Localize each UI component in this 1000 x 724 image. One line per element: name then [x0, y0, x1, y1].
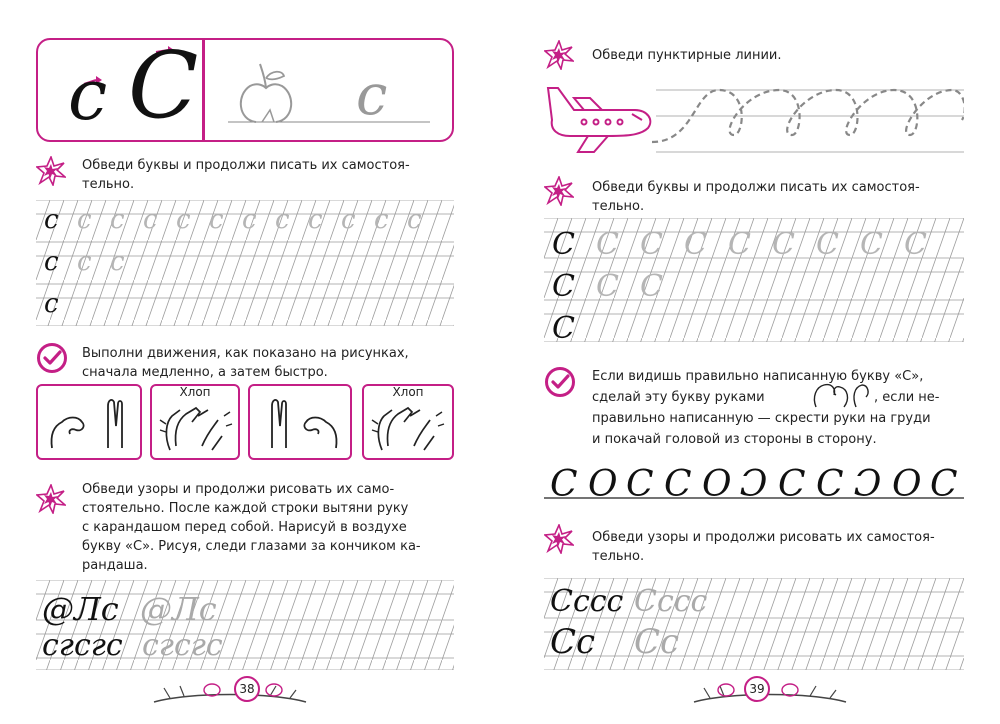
hand-panel-2	[150, 384, 240, 460]
instruction-line: и покачай головой из стороны в сторону.	[592, 432, 877, 447]
right-page	[500, 0, 1000, 724]
instruction-line: Если видишь правильно написанную букву «С»,	[592, 369, 924, 384]
practice-letter: C	[552, 311, 575, 342]
handwriting-practice-lines	[36, 200, 454, 326]
instruction-line: Обведи узоры и продолжи рисовать их само-	[82, 482, 395, 497]
practice-letter-trace: C	[772, 227, 795, 262]
sequence-letter: O	[892, 464, 922, 505]
pattern-row-2: сгсгс	[42, 628, 123, 663]
header-sample-letter: c	[356, 63, 388, 128]
star-icon	[544, 176, 574, 206]
instruction-line	[592, 387, 962, 408]
instruction-line: Обведи пунктирные линии.	[592, 48, 782, 63]
instruction-line: букву «С». Рисуя, следи глазами за кончиком ка-	[82, 539, 421, 554]
instruction-line: правильно написанную — скрести руки на груди	[592, 411, 931, 426]
letter-sequence	[544, 458, 964, 506]
practice-letter-trace: c	[77, 205, 92, 235]
letter-header-box	[36, 32, 454, 142]
sequence-letter: C	[778, 464, 806, 505]
practice-letter-trace: c	[242, 205, 257, 235]
sequence-letter: C	[664, 464, 692, 505]
instruction-line: Обведи буквы и продолжи писать их самостоя-	[592, 180, 920, 195]
practice-letter-trace: C	[596, 227, 619, 262]
star-icon	[544, 524, 574, 554]
instruction-line: стоятельно. После каждой строки вытяни руку	[82, 501, 409, 516]
hand-c-gesture-icon	[38, 386, 140, 458]
check-circle-icon	[544, 366, 576, 398]
practice-letter-trace: c	[143, 205, 158, 235]
practice-letter-trace: C	[860, 227, 883, 262]
clap-label: Хлоп	[179, 385, 211, 399]
instruction-patterns	[592, 528, 962, 566]
branch-birds-decoration	[150, 674, 310, 714]
practice-letter-trace: C	[640, 269, 663, 304]
star-icon	[36, 156, 66, 186]
instruction-hand-letter	[592, 366, 962, 450]
practice-letter-trace: c	[77, 247, 92, 277]
practice-letter-trace: C	[596, 269, 619, 304]
practice-letter: C	[552, 269, 575, 304]
sequence-letter: C	[626, 464, 654, 505]
page-number: 38	[234, 676, 260, 702]
instruction-line: тельно.	[592, 199, 645, 214]
hand-c-gesture-icon	[250, 386, 350, 458]
pattern-row-1-trace: @Лс	[140, 590, 217, 628]
instruction-trace-letters	[82, 156, 454, 194]
instruction-fragment: , если не-	[874, 390, 940, 405]
pattern-row-1: @Лс	[42, 590, 119, 628]
practice-letter-trace: C	[728, 227, 751, 262]
practice-letter-trace: C	[684, 227, 707, 262]
practice-letter-trace: c	[110, 247, 125, 277]
instruction-fragment: сделай эту букву руками	[592, 390, 765, 405]
instruction-line: тельно.	[592, 549, 645, 564]
practice-letter: C	[552, 227, 575, 262]
hand-panel-1	[36, 384, 142, 460]
clap-label: Хлоп	[392, 385, 424, 399]
hand-panel-4	[362, 384, 454, 460]
page-number: 39	[744, 676, 770, 702]
star-icon	[36, 484, 66, 514]
practice-letter-trace: c	[275, 205, 290, 235]
instruction-line: Выполни движения, как показано на рисунках,	[82, 346, 409, 361]
pattern-row-2: Cc	[550, 622, 596, 662]
practice-letter-trace: c	[209, 205, 224, 235]
instruction-dotted-lines	[592, 46, 962, 65]
practice-letter: c	[44, 247, 59, 277]
practice-letter-trace: C	[904, 227, 927, 262]
star-icon	[544, 40, 574, 70]
instruction-patterns	[82, 480, 454, 575]
sequence-letter: C	[550, 464, 578, 505]
instruction-line: тельно.	[82, 177, 135, 192]
pattern-row-2-trace: Cc	[634, 622, 680, 662]
practice-letter-trace: c	[374, 205, 389, 235]
practice-letter: c	[44, 205, 59, 235]
hand-c-gesture-icon	[810, 381, 872, 411]
practice-letter-trace: c	[176, 205, 191, 235]
instruction-line: сначала медленно, а затем быстро.	[82, 365, 328, 380]
sequence-letter: C	[816, 464, 844, 505]
sequence-letter: Ɔ	[740, 464, 768, 505]
instruction-line: Обведи буквы и продолжи писать их самостоя-	[82, 158, 410, 173]
pattern-row-2-trace: сгсгс	[142, 628, 223, 663]
instruction-line: рандаша.	[82, 558, 148, 573]
sequence-letter: O	[588, 464, 618, 505]
practice-letter-trace: c	[341, 205, 356, 235]
airplane-loops-exercise	[544, 80, 964, 160]
header-lowercase-letter: c	[68, 54, 108, 136]
sequence-letter: O	[702, 464, 732, 505]
check-circle-icon	[36, 342, 68, 374]
practice-letter-trace: c	[308, 205, 323, 235]
practice-letter-trace: C	[816, 227, 839, 262]
airplane-icon	[548, 88, 650, 152]
pattern-row-1: Cccc	[550, 584, 624, 619]
instruction-line: с карандашом перед собой. Нарисуй в воздухе	[82, 520, 407, 535]
instruction-trace-letters	[592, 178, 962, 216]
pattern-row-1-trace: Cccc	[634, 584, 708, 619]
hand-panel-3	[248, 384, 352, 460]
practice-letter: c	[44, 289, 59, 319]
instruction-movements	[82, 344, 454, 382]
handwriting-practice-lines	[544, 218, 964, 342]
branch-birds-decoration	[690, 674, 850, 714]
practice-letter-trace: C	[640, 227, 663, 262]
practice-letter-trace: c	[407, 205, 422, 235]
instruction-line: Обведи узоры и продолжи рисовать их самостоя-	[592, 530, 935, 545]
practice-letter-trace: c	[110, 205, 125, 235]
sequence-letter: Ɔ	[854, 464, 882, 505]
header-uppercase-letter: C	[128, 32, 199, 139]
sequence-letter: C	[930, 464, 958, 505]
